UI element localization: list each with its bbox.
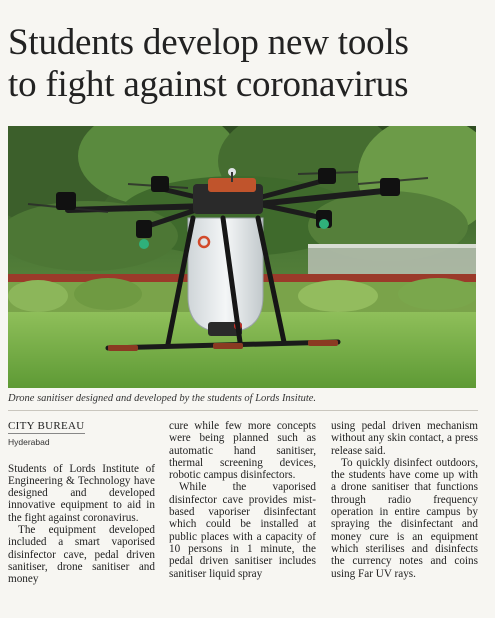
article-column-3 (331, 420, 478, 580)
paragraph: To quickly disinfect outdoors, the students have come up with a drone sanitiser that functions through radio frequency operation in entire campus by spraying the disinfectant and money cure is an equipment which sterilises and disinfects the currency notes and coins using Far UV rays. (331, 456, 478, 580)
paragraph: cure while few more concepts were being planned such as automatic hand sanitiser, thermal screening devices, robotic campus disinfectors. (169, 420, 316, 482)
article-column-2 (169, 420, 316, 580)
paragraph: using pedal driven mechanism without any skin contact, a press release said. (331, 420, 478, 457)
caption-divider (8, 410, 478, 411)
article-column-1 (8, 420, 155, 586)
paragraph: Students of Lords Institute of Engineering & Technology have designed and developed innovative equipment to aid in the fight against coronavirus. (8, 462, 155, 524)
headline-line-1: Students develop new tools (8, 22, 409, 63)
photo-caption: Drone sanitiser designed and developed by the students of Lords Insitute. (8, 393, 317, 404)
headline (8, 22, 488, 106)
paragraph: The equipment developed included a smart vaporised disinfector cave, pedal driven sanitiser, drone sanitiser and money (8, 524, 155, 586)
dateline: Hyderabad (8, 437, 50, 448)
drone-photo (8, 126, 476, 388)
cropped-top-text-strip (0, 0, 495, 9)
byline: CITY BUREAU (8, 420, 85, 434)
paragraph: While the vaporised disinfector cave provides mist-based vaporiser disinfectant which could be installed at public places with a capacity of 10 persons in 1 minute, the pedal driven sanitiser includes sanitiser liquid spray (169, 481, 316, 580)
headline-line-2: to fight against coronavirus (8, 64, 409, 105)
